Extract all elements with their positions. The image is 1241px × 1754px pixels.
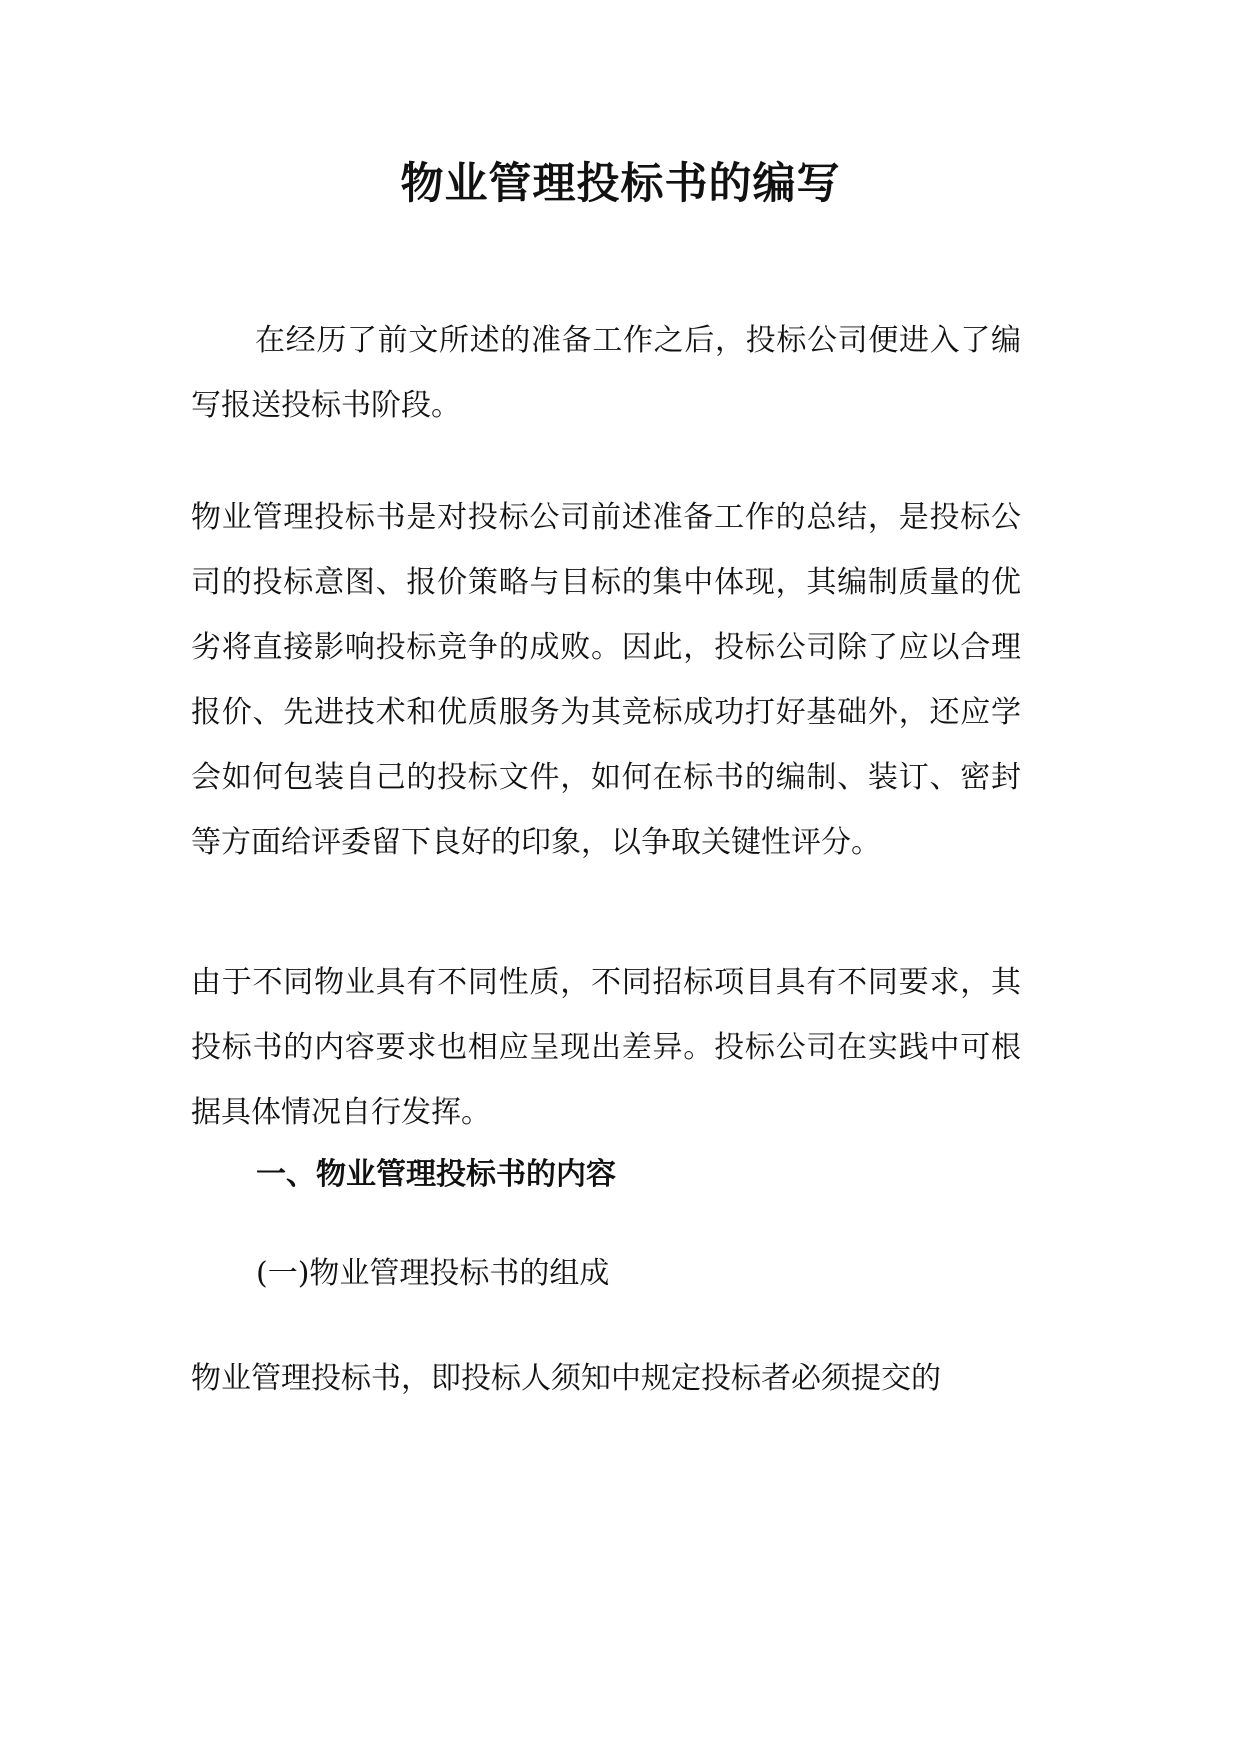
section-heading: 一、物业管理投标书的内容 <box>256 1157 616 1192</box>
document-title: 物业管理投标书的编写 <box>400 159 841 209</box>
subsection-heading: (一)物业管理投标书的组成 <box>256 1256 610 1291</box>
body-paragraph-2: 由于不同物业具有不同性质，不同招标项目具有不同要求，其投标书的内容要求也相应呈现出差异。投标公司在实践中可根据具体情况自行发挥。 <box>191 965 1021 1130</box>
body-paragraph-1: 物业管理投标书是对投标公司前述准备工作的总结，是投标公司的投标意图、报价策略与目标的集中体现，其编制质量的优劣将直接影响投标竞争的成败。因此，投标公司除了应以合理报价、先进技术和优质服务为其竞标成功打好基础外，还应学会如何包装自己的投标文件，如何在标书的编制、装订、密封等方面给评委留下良好的印象，以争取关键性评分。 <box>191 500 1021 860</box>
final-paragraph: 物业管理投标书，即投标人须知中规定投标者必须提交的 <box>191 1361 941 1396</box>
intro-paragraph: 在经历了前文所述的准备工作之后，投标公司便进入了编写报送投标书阶段。 <box>191 323 1021 423</box>
